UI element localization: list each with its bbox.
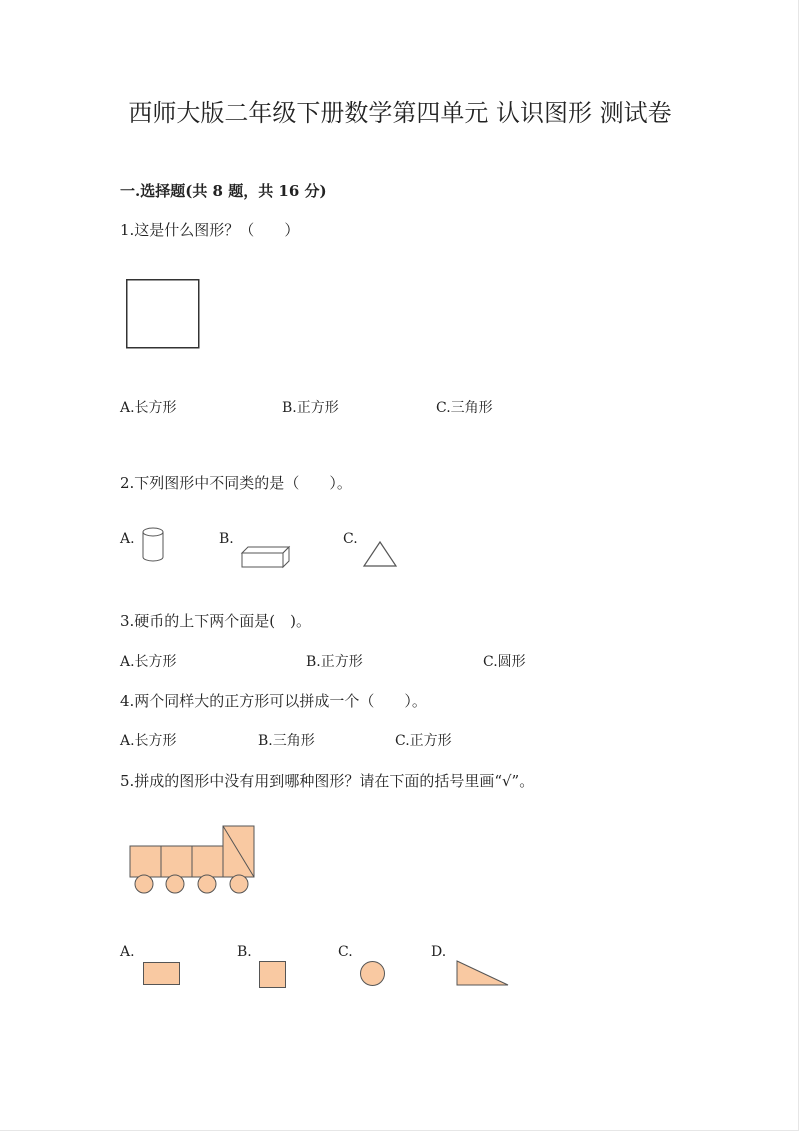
question-1-stem: 1.这是什么图形？（ ） xyxy=(120,221,300,239)
question-5-option-b[interactable]: B. xyxy=(237,944,252,960)
triangle-figure xyxy=(363,541,397,567)
triangle-shape xyxy=(456,960,510,988)
page-title: 西师大版二年级下册数学第四单元 认识图形 测试卷 xyxy=(128,99,672,127)
question-4-stem: 4.两个同样大的正方形可以拼成一个（ ）。 xyxy=(120,692,427,710)
question-3-option-c[interactable]: C.圆形 xyxy=(483,654,526,670)
question-5-option-a[interactable]: A. xyxy=(120,944,135,960)
question-5-stem: 5.拼成的图形中没有用到哪种图形？请在下面的括号里画“√”。 xyxy=(120,772,535,790)
square-shape xyxy=(259,961,287,989)
square-figure xyxy=(126,279,200,349)
question-4-option-c[interactable]: C.正方形 xyxy=(395,733,452,749)
question-2-option-c[interactable]: C. xyxy=(343,531,358,547)
question-2-stem: 2.下列图形中不同类的是（ ）。 xyxy=(120,474,352,492)
question-5-option-d[interactable]: D. xyxy=(431,944,447,960)
question-1-option-a[interactable]: A.长方形 xyxy=(120,400,177,416)
question-4-option-a[interactable]: A.长方形 xyxy=(120,733,177,749)
train-figure xyxy=(129,824,257,896)
circle-shape xyxy=(359,960,387,988)
question-3-option-b[interactable]: B.正方形 xyxy=(306,654,363,670)
question-4-option-b[interactable]: B.三角形 xyxy=(258,733,315,749)
question-5-option-c[interactable]: C. xyxy=(338,944,353,960)
question-2-option-b[interactable]: B. xyxy=(219,531,234,547)
cylinder-figure xyxy=(142,527,166,563)
question-1-option-b[interactable]: B.正方形 xyxy=(282,400,339,416)
question-3-stem: 3.硬币的上下两个面是( )。 xyxy=(120,612,312,630)
cuboid-figure xyxy=(241,546,291,568)
question-3-option-a[interactable]: A.长方形 xyxy=(120,654,177,670)
question-2-option-a[interactable]: A. xyxy=(120,531,135,547)
section-heading: 一.选择题(共 8 题，共 16 分) xyxy=(120,182,327,200)
question-1-option-c[interactable]: C.三角形 xyxy=(436,400,493,416)
rectangle-shape xyxy=(143,962,181,986)
